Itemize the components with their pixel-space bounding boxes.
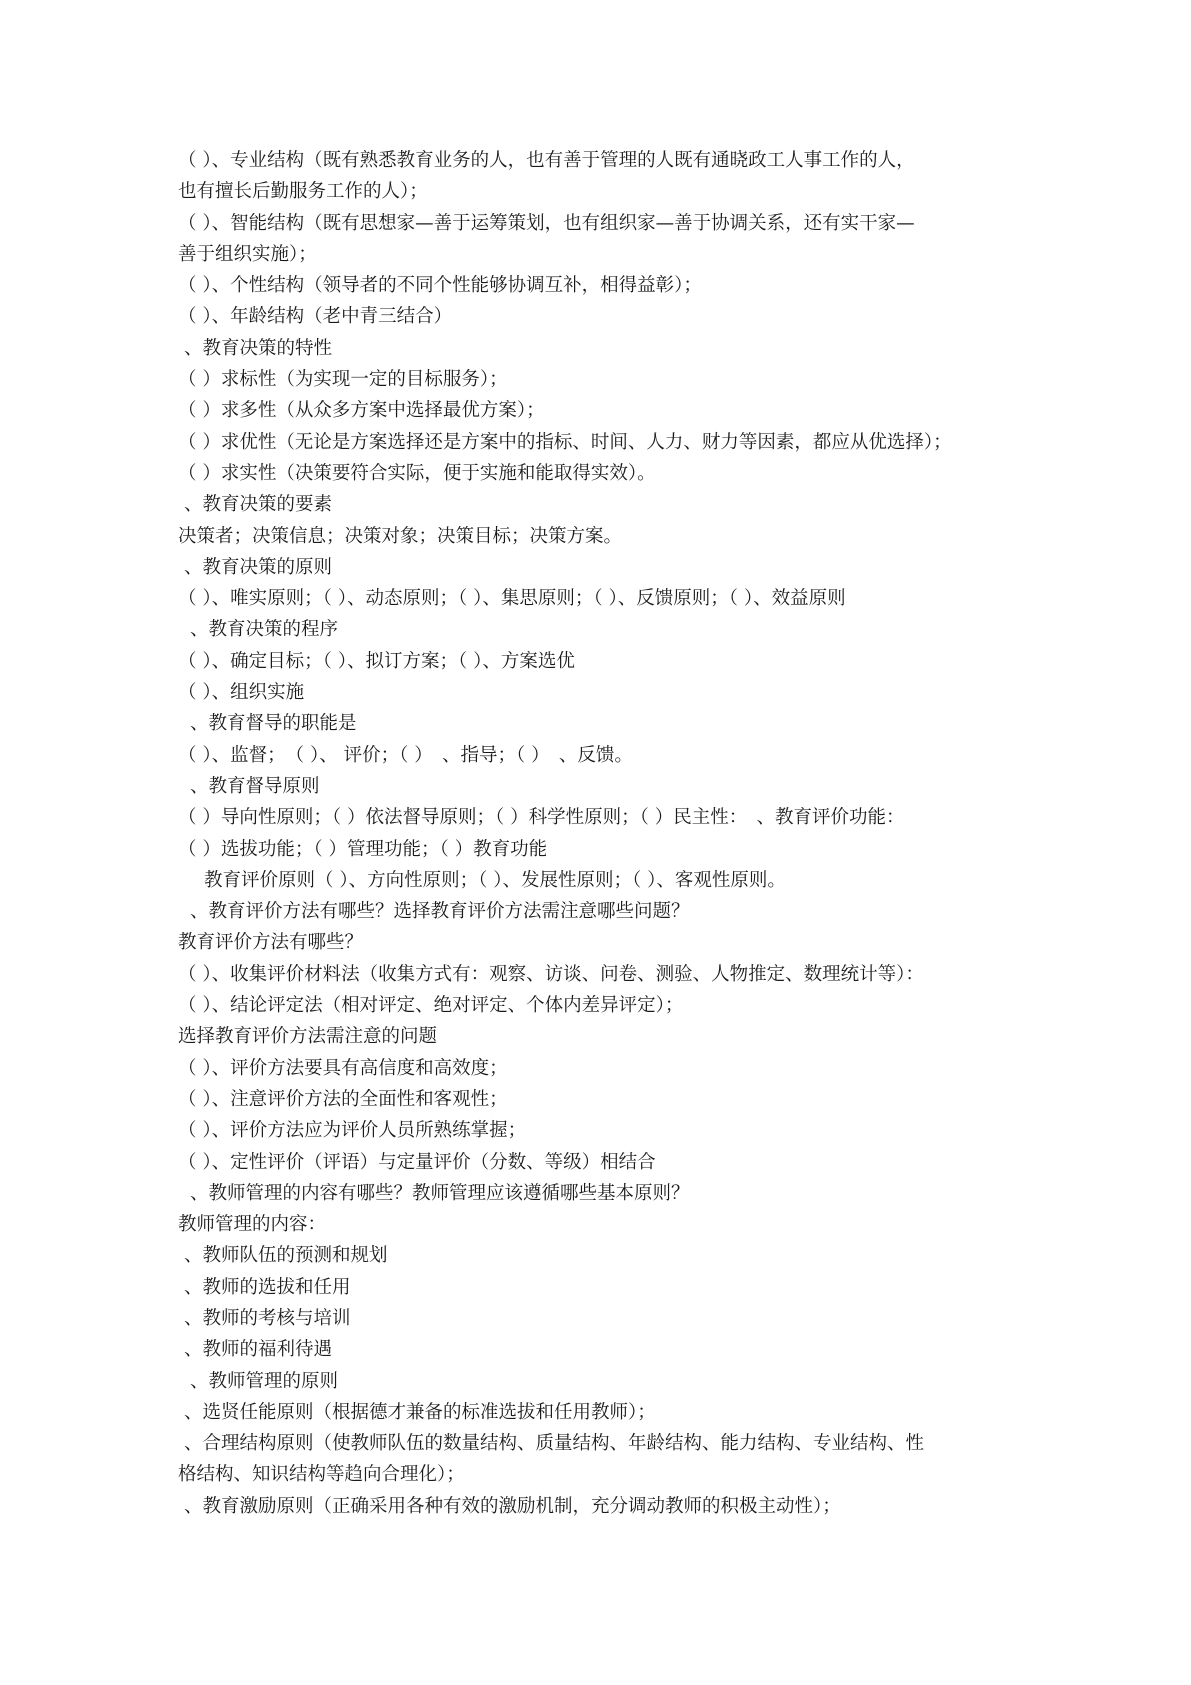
text-line: （ ）导向性原则；（ ）依法督导原则；（ ）科学性原则；（ ）民主性： 、教育评价功能：	[178, 807, 905, 829]
text-line: （ ）、监督； （ ）、 评价；（ ） 、指导；（ ） 、反馈。	[178, 744, 633, 766]
section-heading: 、教育督导的职能是	[190, 713, 357, 735]
text-line: （ ）求实性（决策要符合实际，便于实施和能取得实效）。	[178, 462, 656, 484]
text-line: 、选贤任能原则（根据德才兼备的标准选拔和任用教师）；	[184, 1401, 656, 1423]
text-line: 、教师的福利待遇	[184, 1339, 333, 1361]
text-line: （ ）、收集评价材料法（收集方式有：观察、访谈、问卷、测验、人物推定、数理统计等）：	[178, 963, 924, 985]
text-line: （ ）求优性（无论是方案选择还是方案中的指标、时间、人力、财力等因素，都应从优选择）；	[178, 431, 952, 453]
text-line: （ ）、专业结构（既有熟悉教育业务的人，也有善于管理的人既有通晓政工人事工作的人，	[178, 150, 915, 171]
text-line: （ ）选拔功能；（ ）管理功能；（ ）教育功能	[178, 838, 548, 860]
section-heading: 、教育督导原则	[190, 775, 320, 797]
text-line: （ ）、评价方法要具有高信度和高效度；	[178, 1057, 508, 1079]
section-heading: 、教师管理的原则	[190, 1370, 339, 1392]
section-heading: 、教育评价方法有哪些？选择教育评价方法需注意哪些问题？	[190, 901, 690, 923]
text-line: 善于组织实施）；	[178, 243, 317, 265]
text-line: 、教育激励原则（正确采用各种有效的激励机制，充分调动教师的积极主动性）；	[184, 1495, 841, 1517]
text-line: 教师管理的内容：	[178, 1214, 327, 1236]
text-line: （ ）、确定目标；（ ）、拟订方案；（ ）、方案选优	[178, 650, 575, 672]
section-heading: 、教育决策的原则	[184, 556, 333, 578]
text-line: 、教师的考核与培训	[184, 1307, 351, 1329]
text-line: （ ）、定性评价（评语）与定量评价（分数、等级）相结合	[178, 1151, 656, 1173]
text-line: （ ）、年龄结构（老中青三结合）	[178, 306, 453, 328]
text-line: （ ）求标性（为实现一定的目标服务）；	[178, 369, 508, 391]
section-heading: 、教育决策的特性	[184, 337, 333, 359]
text-line: 格结构、知识结构等趋向合理化）；	[178, 1464, 465, 1486]
text-line: 教育评价原则（ ）、方向性原则；（ ）、发展性原则；（ ）、客观性原则。	[204, 869, 786, 891]
section-heading: 、教育决策的程序	[190, 619, 339, 641]
document-body	[178, 145, 1058, 1522]
text-line: （ ）、评价方法应为评价人员所熟练掌握；	[178, 1120, 527, 1142]
text-line: 选择教育评价方法需注意的问题	[178, 1026, 438, 1048]
section-heading: 、教育决策的要素	[184, 494, 333, 516]
text-line: 决策者；决策信息；决策对象；决策目标；决策方案。	[178, 525, 623, 547]
text-line: （ ）求多性（从众多方案中选择最优方案）；	[178, 400, 545, 422]
text-line: （ ）、组织实施	[178, 682, 305, 704]
text-line: （ ）、结论评定法（相对评定、绝对评定、个体内差异评定）；	[178, 995, 684, 1017]
text-line: 教育评价方法有哪些？	[178, 932, 364, 954]
text-line: 也有擅长后勤服务工作的人）；	[178, 181, 428, 203]
text-line: （ ）、注意评价方法的全面性和客观性；	[178, 1088, 508, 1110]
text-line: 、教师的选拔和任用	[184, 1276, 351, 1298]
text-line: 、合理结构原则（使教师队伍的数量结构、质量结构、年龄结构、能力结构、专业结构、性	[184, 1433, 925, 1455]
section-heading: 、教师管理的内容有哪些？教师管理应该遵循哪些基本原则？	[190, 1182, 690, 1204]
text-line: （ ）、个性结构（领导者的不同个性能够协调互补，相得益彰）；	[178, 275, 702, 297]
text-line: （ ）、唯实原则；（ ）、动态原则；（ ）、集思原则；（ ）、反馈原则；（ ）、效益原则	[178, 588, 846, 610]
text-line: （ ）、智能结构（既有思想家—善于运筹策划，也有组织家—善于协调关系，还有实干家—	[178, 212, 915, 234]
text-line: 、教师队伍的预测和规划	[184, 1245, 388, 1267]
